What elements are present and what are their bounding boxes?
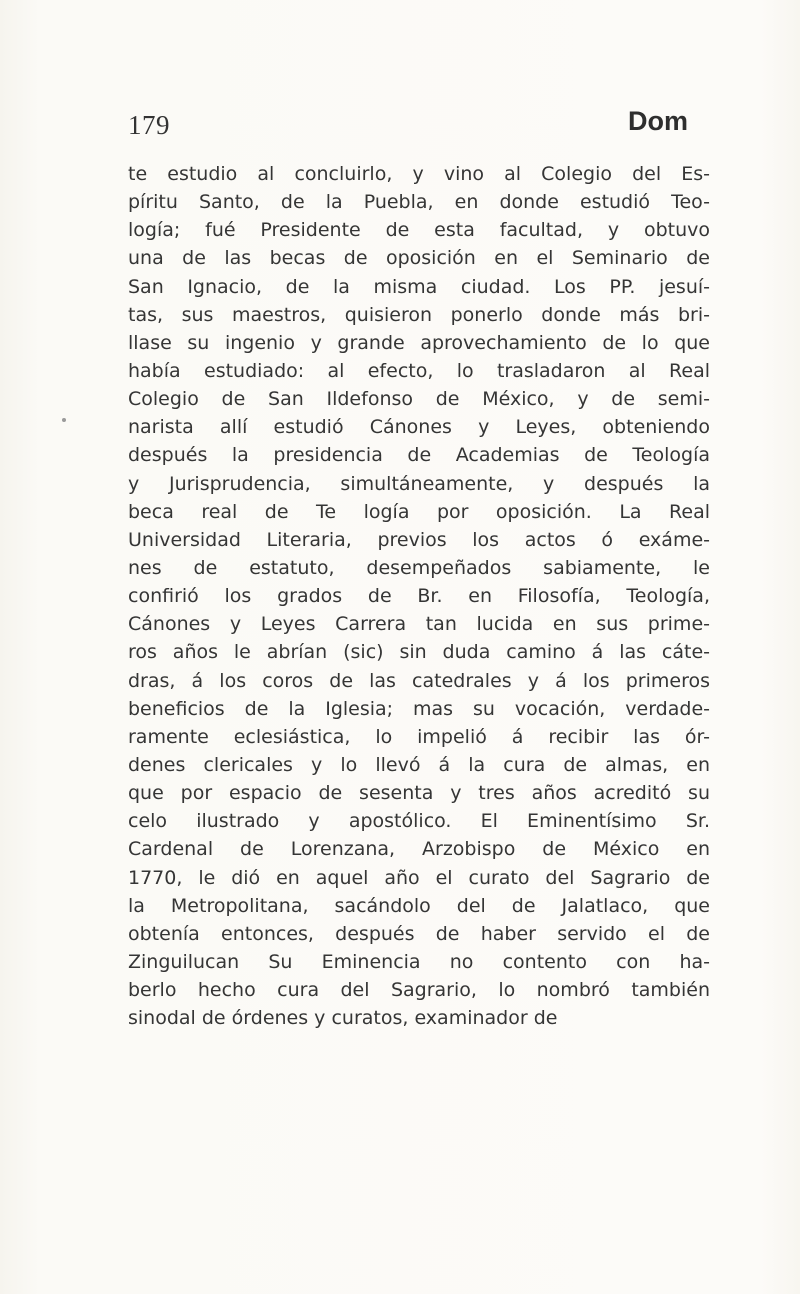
text-line: Cánones y Leyes Carrera tan lucida en sus prime-	[128, 613, 710, 636]
text-line: beneficios de la Iglesia; mas su vocación, verdade-	[128, 697, 710, 720]
text-line: ramente eclesiástica, lo impelió á recibir las ór-	[128, 725, 710, 748]
text-line: Universidad Literaria, previos los actos ó exáme-	[128, 528, 710, 551]
running-title: Dom	[628, 106, 688, 136]
text-line: Zinguilucan Su Eminencia no contento con ha-	[128, 950, 710, 973]
text-line: San Ignacio, de la misma ciudad. Los PP. jesuí-	[128, 275, 710, 298]
margin-speck	[62, 418, 66, 422]
text-line: una de las becas de oposición en el Seminario de	[128, 247, 710, 270]
text-line: celo ilustrado y apostólico. El Eminentísimo Sr.	[128, 810, 710, 833]
text-line: ros años le abrían (sic) sin duda camino á las cáte-	[128, 641, 710, 664]
text-line: berlo hecho cura del Sagrario, lo nombró también	[128, 979, 710, 1002]
text-line: píritu Santo, de la Puebla, en donde estudió Teo-	[128, 191, 710, 214]
text-line: Colegio de San Ildefonso de México, y de semi-	[128, 388, 710, 411]
text-line: narista allí estudió Cánones y Leyes, obteniendo	[128, 416, 710, 439]
page-number: 179	[128, 110, 170, 140]
text-line: confirió los grados de Br. en Filosofía, Teología,	[128, 585, 710, 608]
text-line: y Jurisprudencia, simultáneamente, y después la	[128, 472, 710, 495]
text-line: tas, sus maestros, quisieron ponerlo donde más bri-	[128, 303, 710, 326]
text-line: había estudiado: al efecto, lo trasladaron al Real	[128, 359, 710, 382]
text-line: obtenía entonces, después de haber servido el de	[128, 922, 710, 945]
text-line: que por espacio de sesenta y tres años acreditó su	[128, 782, 710, 805]
text-line: denes clericales y lo llevó á la cura de almas, en	[128, 753, 710, 776]
text-line: te estudio al concluirlo, y vino al Colegio del Es-	[128, 163, 710, 185]
running-header	[128, 106, 688, 144]
text-line: Cardenal de Lorenzana, Arzobispo de México en	[128, 838, 710, 861]
text-line: llase su ingenio y grande aprovechamiento de lo que	[128, 331, 710, 354]
text-line: sinodal de órdenes y curatos, examinador de	[128, 1007, 558, 1030]
text-line: logía; fué Presidente de esta facultad, y obtuvo	[128, 219, 710, 242]
text-line: la Metropolitana, sacándolo del de Jalatlaco, que	[128, 894, 710, 917]
text-line: beca real de Te logía por oposición. La Real	[128, 500, 710, 523]
text-line: nes de estatuto, desempeñados sabiamente, le	[128, 556, 710, 579]
text-line: dras, á los coros de las catedrales y á los primeros	[128, 669, 710, 692]
text-line: 1770, le dió en aquel año el curato del Sagrario de	[128, 866, 710, 889]
text-line: después la presidencia de Academias de Teología	[128, 444, 710, 467]
body-text	[128, 160, 710, 1032]
